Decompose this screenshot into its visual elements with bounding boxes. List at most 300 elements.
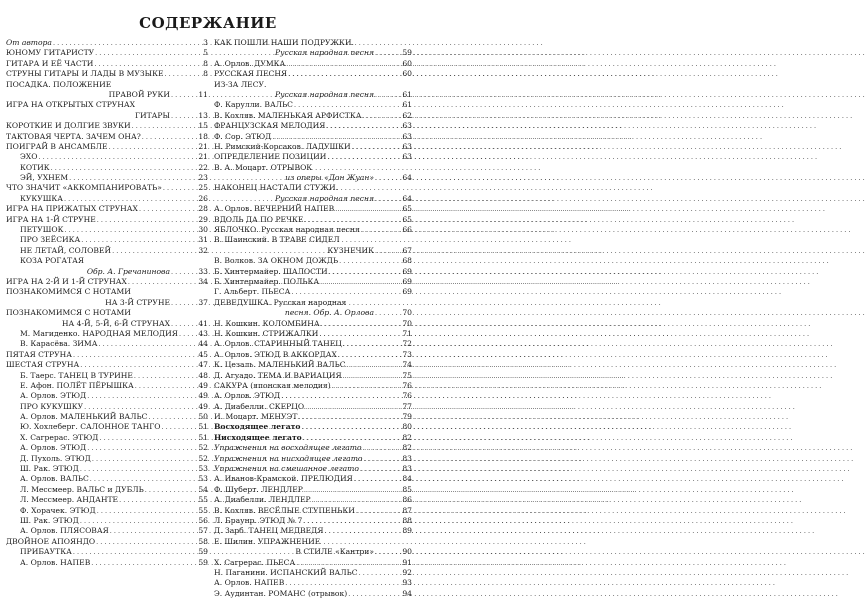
dot-leader: [87, 391, 195, 401]
toc-entry: [214, 173, 412, 183]
dot-leader: [171, 267, 195, 277]
toc-entry: [214, 204, 412, 214]
dot-leader: [326, 121, 399, 131]
toc-entry-title: Русская народная песня: [275, 193, 374, 203]
toc-entry: [214, 381, 412, 391]
toc-entry-page: 69: [402, 287, 412, 297]
dot-leader: [179, 329, 195, 339]
dot-leader: [348, 589, 399, 599]
toc-entry-page: 61: [402, 89, 412, 99]
toc-entry-title: К. Цезаль. МАЛЕНЬКИЙ ВАЛЬС: [214, 360, 346, 370]
toc-entry: [214, 329, 412, 339]
toc-entry: [214, 100, 412, 110]
toc-entry: [214, 235, 412, 245]
toc-entry: [214, 422, 412, 432]
dot-leader: [139, 204, 195, 214]
toc-entry: [6, 516, 208, 526]
toc-entry-page: 52: [198, 453, 208, 463]
dot-leader: [84, 402, 195, 412]
toc-entry-page: 47: [198, 360, 208, 370]
toc-entry-page: 49: [198, 380, 208, 390]
toc-entry-page: 25: [198, 183, 208, 193]
toc-entry-page: 50: [198, 412, 208, 422]
toc-entry-title: В. Кохляв. МАЛЕНЬКАЯ АРФИСТКА: [214, 110, 362, 120]
toc-entry-title: Русская народная песня: [275, 89, 374, 99]
toc-entry: [214, 225, 412, 235]
toc-entry-page: 87: [402, 505, 412, 515]
toc-entry-title: А. Орлов. ЭТЮД: [20, 391, 87, 401]
toc-entry-page: 69: [402, 276, 412, 286]
toc-entry-page: 59: [198, 557, 208, 567]
dot-leader: [305, 402, 399, 412]
toc-entry-page: 18: [198, 131, 208, 141]
dot-leader: [343, 371, 399, 381]
toc-entry: [214, 474, 412, 484]
toc-entry: [6, 339, 208, 349]
toc-entry: [214, 80, 412, 90]
toc-entry-page: 64: [402, 193, 412, 203]
toc-entry: [214, 412, 412, 422]
toc-entry-title: ЮНОМУ ГИТАРИСТУ: [6, 48, 95, 58]
toc-entry-page: 37: [198, 297, 208, 307]
toc-entry-title: НА 3-Й СТРУНЕ: [105, 297, 170, 307]
toc-entry-page: 74: [402, 360, 412, 370]
toc-entry: [6, 360, 208, 370]
toc-entry-title: ИЗ-ЗА ЛЕСУ.: [214, 79, 267, 89]
dot-leader: [98, 339, 195, 349]
toc-entry: [6, 246, 208, 256]
toc-entry-page: 63: [402, 152, 412, 162]
toc-entry-title: Восходящее легато: [214, 422, 301, 432]
dot-leader: [171, 90, 195, 100]
dot-leader: [171, 298, 195, 308]
toc-entry: [214, 547, 412, 557]
toc-entry: [6, 256, 208, 266]
toc-entry: [214, 339, 412, 349]
toc-entry-title: ЯБЛОЧКО. Русская народная песня: [214, 225, 360, 235]
toc-entry-page: 67: [402, 245, 412, 255]
toc-entry: [6, 235, 208, 245]
toc-entry-page: 48: [198, 370, 208, 380]
dot-leader: [53, 38, 195, 48]
toc-entry: [6, 225, 208, 235]
toc-entry: [214, 121, 412, 131]
toc-entry-title: А. Иванов-Крамской. ПРЕЛЮДИЯ: [214, 474, 353, 484]
dot-leader: [291, 287, 399, 297]
toc-entry-title: А. Диабелли. ЛЕНДЛЕР: [214, 495, 311, 505]
toc-entry-page: 60: [402, 69, 412, 79]
toc-entry-title: Д. Агуадо. ТЕМА И ВАРИАЦИЯ: [214, 370, 342, 380]
toc-entry: [214, 558, 412, 568]
toc-entry-title: НА 4-Й, 5-Й, 6-Й СТРУНАХ: [61, 318, 170, 328]
dot-leader: [363, 443, 399, 453]
toc-entry: [214, 298, 412, 308]
toc-entry: [214, 194, 412, 204]
toc-entry-title: ПЯТАЯ СТРУНА: [6, 349, 72, 359]
toc-entry-page: 52: [198, 443, 208, 453]
toc-entry: [6, 59, 208, 69]
toc-entry: [6, 443, 208, 453]
toc-entry-page: 70: [402, 318, 412, 328]
toc-entry: [214, 38, 412, 48]
dot-leader: [92, 454, 195, 464]
toc-entry: [6, 183, 208, 193]
dot-leader: [112, 246, 195, 256]
dot-leader: [329, 267, 399, 277]
toc-entry-page: 93: [402, 578, 412, 588]
toc-entry: [214, 246, 412, 256]
toc-entry-page: 63: [402, 141, 412, 151]
toc-entry: [6, 277, 208, 287]
toc-entry-title: из оперы «Дон Жуан»: [285, 173, 374, 183]
toc-entry-title: В. А. Моцарт. ОТРЫВОК: [214, 162, 313, 172]
toc-entry-title: От автора: [6, 38, 52, 47]
toc-entry-title: ИГРА НА ПРИЖАТЫХ СТРУНАХ: [6, 204, 138, 214]
toc-entry: [6, 204, 208, 214]
toc-entry-title: КАК ПОШЛИ НАШИ ПОДРУЖКИ.: [214, 38, 354, 47]
toc-entry-page: 21: [198, 152, 208, 162]
toc-entry-title: Упражнения на нисходящее легато: [214, 453, 363, 463]
toc-entry: [214, 464, 412, 474]
dot-leader: [298, 412, 399, 422]
dot-leader: [148, 412, 195, 422]
toc-entry-title: Обр. А. Гречанинова: [86, 266, 170, 276]
dot-leader: [132, 121, 195, 131]
toc-entry-title: А. Орлов. МАЛЕНЬКИЙ ВАЛЬС: [20, 412, 148, 422]
toc-entry-page: 92: [402, 567, 412, 577]
dot-leader: [119, 495, 195, 505]
toc-entry-page: 43: [198, 328, 208, 338]
toc-entry: [6, 308, 208, 318]
toc-entry-title: ГИТАРА И ЕЁ ЧАСТИ: [6, 58, 94, 68]
toc-entry-title: ДЕВЕДУШКА. Русская народная: [214, 297, 347, 307]
toc-entry-page: 23: [198, 173, 208, 183]
toc-entry: [214, 526, 412, 536]
toc-entry: [214, 360, 412, 370]
toc-entry: [6, 152, 208, 162]
toc-entry: [6, 329, 208, 339]
toc-entry-title: ИГРА НА 2-Й И 1-Й СТРУНАХ: [6, 276, 127, 286]
toc-entry-page: 91: [402, 557, 412, 567]
toc-entry-page: 21: [198, 141, 208, 151]
toc-entry: [214, 433, 412, 443]
toc-entry-title: Б. Таерс. ТАНЕЦ В ТУРИНЕ: [20, 370, 133, 380]
toc-entry: [6, 298, 208, 308]
toc-entry: [214, 443, 412, 453]
toc-entry-title: Нисходящее легато: [214, 432, 302, 442]
toc-entry-page: 75: [402, 370, 412, 380]
toc-entry-title: В. Волков. ЗА ОКНОМ ДОЖДЬ: [214, 256, 339, 266]
toc-entry: [6, 422, 208, 432]
toc-entry-title: ВДОЛЬ ДА ПО РЕЧКЕ: [214, 214, 304, 224]
dot-leader: [135, 381, 195, 391]
toc-entry-title: А. Орлов. НАПЕВ: [214, 578, 285, 588]
toc-entry-title: Упражнения на смешанное легато: [214, 464, 359, 474]
toc-entry: [6, 547, 208, 557]
toc-entry-page: 65: [402, 214, 412, 224]
toc-entry: [214, 48, 412, 58]
toc-entry-page: 61: [402, 100, 412, 110]
dot-leader: [171, 319, 195, 329]
toc-entry-page: 3: [203, 38, 208, 47]
toc-entry: [6, 38, 208, 48]
toc-entry-page: 59: [402, 48, 412, 58]
toc-entry-page: 88: [402, 515, 412, 525]
dot-leader: [87, 443, 195, 453]
dot-leader: [304, 215, 399, 225]
toc-entry: [6, 558, 208, 568]
toc-entry: [6, 142, 208, 152]
toc-entry-title: ПРО КУКУШКУ: [20, 401, 84, 411]
toc-entry-page: 34: [198, 276, 208, 286]
toc-entry: [214, 287, 412, 297]
dot-leader: [128, 277, 195, 287]
toc-entry-page: 22: [198, 162, 208, 172]
toc-entry-page: 63: [402, 121, 412, 131]
toc-entry: [214, 59, 412, 69]
toc-entry: [6, 412, 208, 422]
toc-entry-page: 89: [402, 526, 412, 536]
dot-leader: [134, 371, 195, 381]
toc-entry-title: ФРАНЦУЗСКАЯ МЕЛОДИЯ: [214, 121, 326, 131]
dot-leader: [375, 48, 399, 58]
toc-entry-title: Х. Сагрерас. ПЬЕСА: [214, 557, 296, 567]
dot-leader: [361, 225, 399, 235]
dot-leader: [312, 495, 399, 505]
toc-entry-title: Н. Римский-Корсаков. ЛАДУШКИ: [214, 141, 351, 151]
toc-entry-page: 84: [402, 474, 412, 484]
toc-entry: [214, 589, 412, 599]
toc-entry-page: 8: [203, 58, 208, 68]
toc-entry: [214, 256, 412, 266]
toc-entry-title: КОЗА РОГАТАЯ: [20, 256, 85, 266]
dot-leader: [321, 319, 399, 329]
dot-leader: [97, 506, 195, 516]
dot-leader: [110, 526, 195, 536]
toc-entry-page: 60: [402, 58, 412, 68]
toc-entry: [6, 173, 208, 183]
toc-entry-title: Ш. Рак. ЭТЮД: [20, 464, 79, 474]
toc-entry: [214, 267, 412, 277]
dot-leader: [304, 485, 399, 495]
toc-entry-title: ГИТАРЫ: [134, 110, 170, 120]
dot-leader: [69, 173, 195, 183]
toc-entry-title: М. Магиденко. НАРОДНАЯ МЕЛОДИЯ: [20, 328, 178, 338]
dot-leader: [324, 526, 399, 536]
toc-entry: [214, 183, 412, 193]
toc-entry-title: А. Орлов. НАПЕВ: [20, 557, 91, 567]
toc-entry: [214, 568, 412, 578]
toc-entry: [214, 391, 412, 401]
dot-leader: [327, 152, 399, 162]
toc-entry: [214, 163, 412, 173]
toc-entry-page: 83: [402, 453, 412, 463]
toc-entry-page: 41: [198, 318, 208, 328]
toc-entry-page: 55: [198, 505, 208, 515]
toc-entry: [214, 516, 412, 526]
toc-entry-title: НАКОНЕЦ НАСТАЛИ СТУЖИ.: [214, 183, 338, 193]
toc-entry-title: КОТИК: [20, 162, 50, 172]
dot-leader: [356, 506, 399, 516]
toc-entry: [214, 111, 412, 121]
dot-leader: [375, 308, 399, 318]
toc-entry-page: 56: [198, 515, 208, 525]
toc-entry-title: СТРУНЫ ГИТАРЫ И ЛАДЫ В МУЗЫКЕ: [6, 69, 164, 79]
toc-entry-title: Б. Хинтермайер. ШАЛОСТИ: [214, 266, 328, 276]
toc-entry-page: 85: [402, 484, 412, 494]
dot-leader: [73, 547, 195, 557]
dot-leader: [145, 485, 195, 495]
toc-entry-title: Ф. Шуберт. ЛЕНДЛЕР: [214, 484, 303, 494]
toc-entry-page: 90: [402, 547, 412, 557]
toc-entry: [6, 526, 208, 536]
toc-entry-title: ПОСАДКА. ПОЛОЖЕНИЕ: [6, 79, 112, 89]
toc-entry: [6, 402, 208, 412]
toc-entry-title: Ф. Карулли. ВАЛЬС: [214, 100, 293, 110]
dot-leader: [296, 558, 399, 568]
toc-entry-page: 83: [402, 464, 412, 474]
dot-leader: [294, 100, 399, 110]
toc-entry: [6, 111, 208, 121]
toc-entry-title: ДВОЙНОЕ АПОЯНДО: [6, 536, 96, 546]
toc-entry-page: 62: [402, 110, 412, 120]
toc-entry-title: ОПРЕДЕЛЕНИЕ ПОЗИЦИИ: [214, 152, 327, 162]
toc-entry: [6, 454, 208, 464]
toc-entry: [6, 121, 208, 131]
toc-entry: [214, 277, 412, 287]
toc-entry: [214, 308, 412, 318]
toc-entry-page: 63: [402, 131, 412, 141]
toc-entry-page: 31: [198, 235, 208, 245]
dot-leader: [363, 454, 399, 464]
dot-leader: [359, 568, 399, 578]
toc-entry-page: 57: [198, 526, 208, 536]
dot-leader: [65, 225, 196, 235]
dot-leader: [362, 111, 399, 121]
toc-entry-page: 51: [198, 422, 208, 432]
toc-entry-title: Русская народная песня: [275, 48, 374, 58]
dot-leader: [352, 142, 399, 152]
toc-entry-page: 53: [198, 474, 208, 484]
toc-entry-page: 68: [402, 256, 412, 266]
dot-leader: [73, 350, 195, 360]
dot-leader: [286, 59, 399, 69]
dot-leader: [81, 235, 195, 245]
toc-entry: [6, 80, 208, 90]
toc-entry-page: 64: [402, 173, 412, 183]
toc-entry-page: 55: [198, 495, 208, 505]
toc-entry-title: А. Орлов. ВЕЧЕРНИЙ НАПЕВ: [214, 204, 335, 214]
toc-entry-title: ИГРА НА ОТКРЫТЫХ СТРУНАХ: [6, 100, 136, 110]
toc-entry: [6, 69, 208, 79]
toc-entry-title: Л. Мессмеер. ВАЛЬС и ДУБЛЬ: [20, 484, 144, 494]
toc-entry-page: 70: [402, 308, 412, 318]
dot-leader: [375, 194, 399, 204]
toc-entry-page: 30: [198, 225, 208, 235]
toc-entry-title: Н. Кошкин. СТРИЖАЛКИ: [214, 328, 319, 338]
toc-entry-title: А. Орлов. ВАЛЬС: [20, 474, 89, 484]
toc-entry: [214, 319, 412, 329]
toc-entry-title: ПРИБАУТКА: [20, 547, 72, 557]
toc-entry: [6, 350, 208, 360]
toc-entry: [6, 433, 208, 443]
dot-leader: [354, 474, 399, 484]
toc-entry-title: Э. Аудинтан. РОМАНС (отрывок): [214, 588, 348, 598]
dot-leader: [360, 464, 399, 474]
toc-entry: [214, 454, 412, 464]
toc-entry-title: КУЗНЕЧИК: [327, 245, 374, 255]
toc-entry-page: 69: [402, 266, 412, 276]
toc-entry: [214, 402, 412, 412]
dot-leader: [301, 422, 399, 432]
dot-leader: [281, 391, 399, 401]
toc-entry-title: А. Орлов. ЭТЮД В АККОРДАХ: [214, 349, 337, 359]
toc-entry: [214, 495, 412, 505]
toc-entry-title: ПРО ЗЕЁСИКА: [20, 235, 81, 245]
toc-entry: [6, 215, 208, 225]
toc-entry-page: 28: [198, 204, 208, 214]
toc-entry-title: В. Шаинский. В ТРАВЕ СИДЕЛ: [214, 235, 340, 245]
dot-leader: [64, 194, 195, 204]
toc-entry-page: 76: [402, 391, 412, 401]
toc-entry: [214, 371, 412, 381]
toc-entry-title: КОРОТКИЕ И ДОЛГИЕ ЗВУКИ: [6, 121, 131, 131]
toc-entry: [214, 215, 412, 225]
toc-entry-page: 49: [198, 391, 208, 401]
toc-entry: [6, 287, 208, 297]
toc-entry-title: Е. Афон. ПОЛЁТ ПЁРЫШКА: [20, 380, 134, 390]
toc-entry-page: 72: [402, 339, 412, 349]
toc-entry: [214, 152, 412, 162]
dot-leader: [335, 204, 399, 214]
toc-entry: [6, 381, 208, 391]
toc-entry-page: 32: [198, 245, 208, 255]
toc-entry-page: 80: [402, 422, 412, 432]
toc-entry-page: 66: [402, 225, 412, 235]
dot-leader: [97, 215, 195, 225]
toc-entry-title: В СТИЛЕ «Кантри»: [295, 547, 374, 557]
toc-entry-title: А. Орлов. СТАРИННЫЙ ТАНЕЦ: [214, 339, 342, 349]
toc-entry: [214, 350, 412, 360]
dot-leader: [96, 537, 195, 547]
toc-entry: [6, 319, 208, 329]
toc-entry-title: ЭЙ, УХНЕМ: [20, 173, 69, 183]
dot-leader: [347, 360, 399, 370]
toc-entry-title: Д. Пухоль. ЭТЮД: [20, 453, 91, 463]
toc-entry-title: Ф. Хорачек. ЭТЮД: [20, 505, 96, 515]
toc-entry: [6, 506, 208, 516]
toc-entry-title: РУССКАЯ ПЕСНЯ: [214, 69, 288, 79]
toc-entry-title: ТАКТОВАЯ ЧЕРТА. ЗАЧЕМ ОНА?: [6, 131, 141, 141]
dot-leader: [80, 516, 195, 526]
dot-leader: [51, 163, 195, 173]
toc-entry: [214, 578, 412, 588]
toc-entry-title: ПОИГРАЙ В АНСАМБЛЕ: [6, 141, 108, 151]
dot-leader: [80, 464, 195, 474]
toc-entry-title: Н. Паганини. ИСПАНСКИЙ ВАЛЬС: [214, 567, 358, 577]
toc-entry: [214, 485, 412, 495]
toc-entry-title: Б. Хинтермайер. ПОЛЬКА: [214, 276, 320, 286]
toc-entry-title: Г. Альберт. ПЬЕСА: [214, 287, 291, 297]
toc-entry-title: Л. Мессмеер. АНДАНТЕ: [20, 495, 119, 505]
toc-entry-page: 82: [402, 443, 412, 453]
toc-entry: [6, 391, 208, 401]
dot-leader: [375, 173, 399, 183]
toc-entry-title: Ш. Рак. ЭТЮД: [20, 515, 79, 525]
dot-leader: [375, 90, 399, 100]
toc-entry-page: 15: [198, 121, 208, 131]
toc-entry-title: ЭХО: [20, 152, 38, 162]
